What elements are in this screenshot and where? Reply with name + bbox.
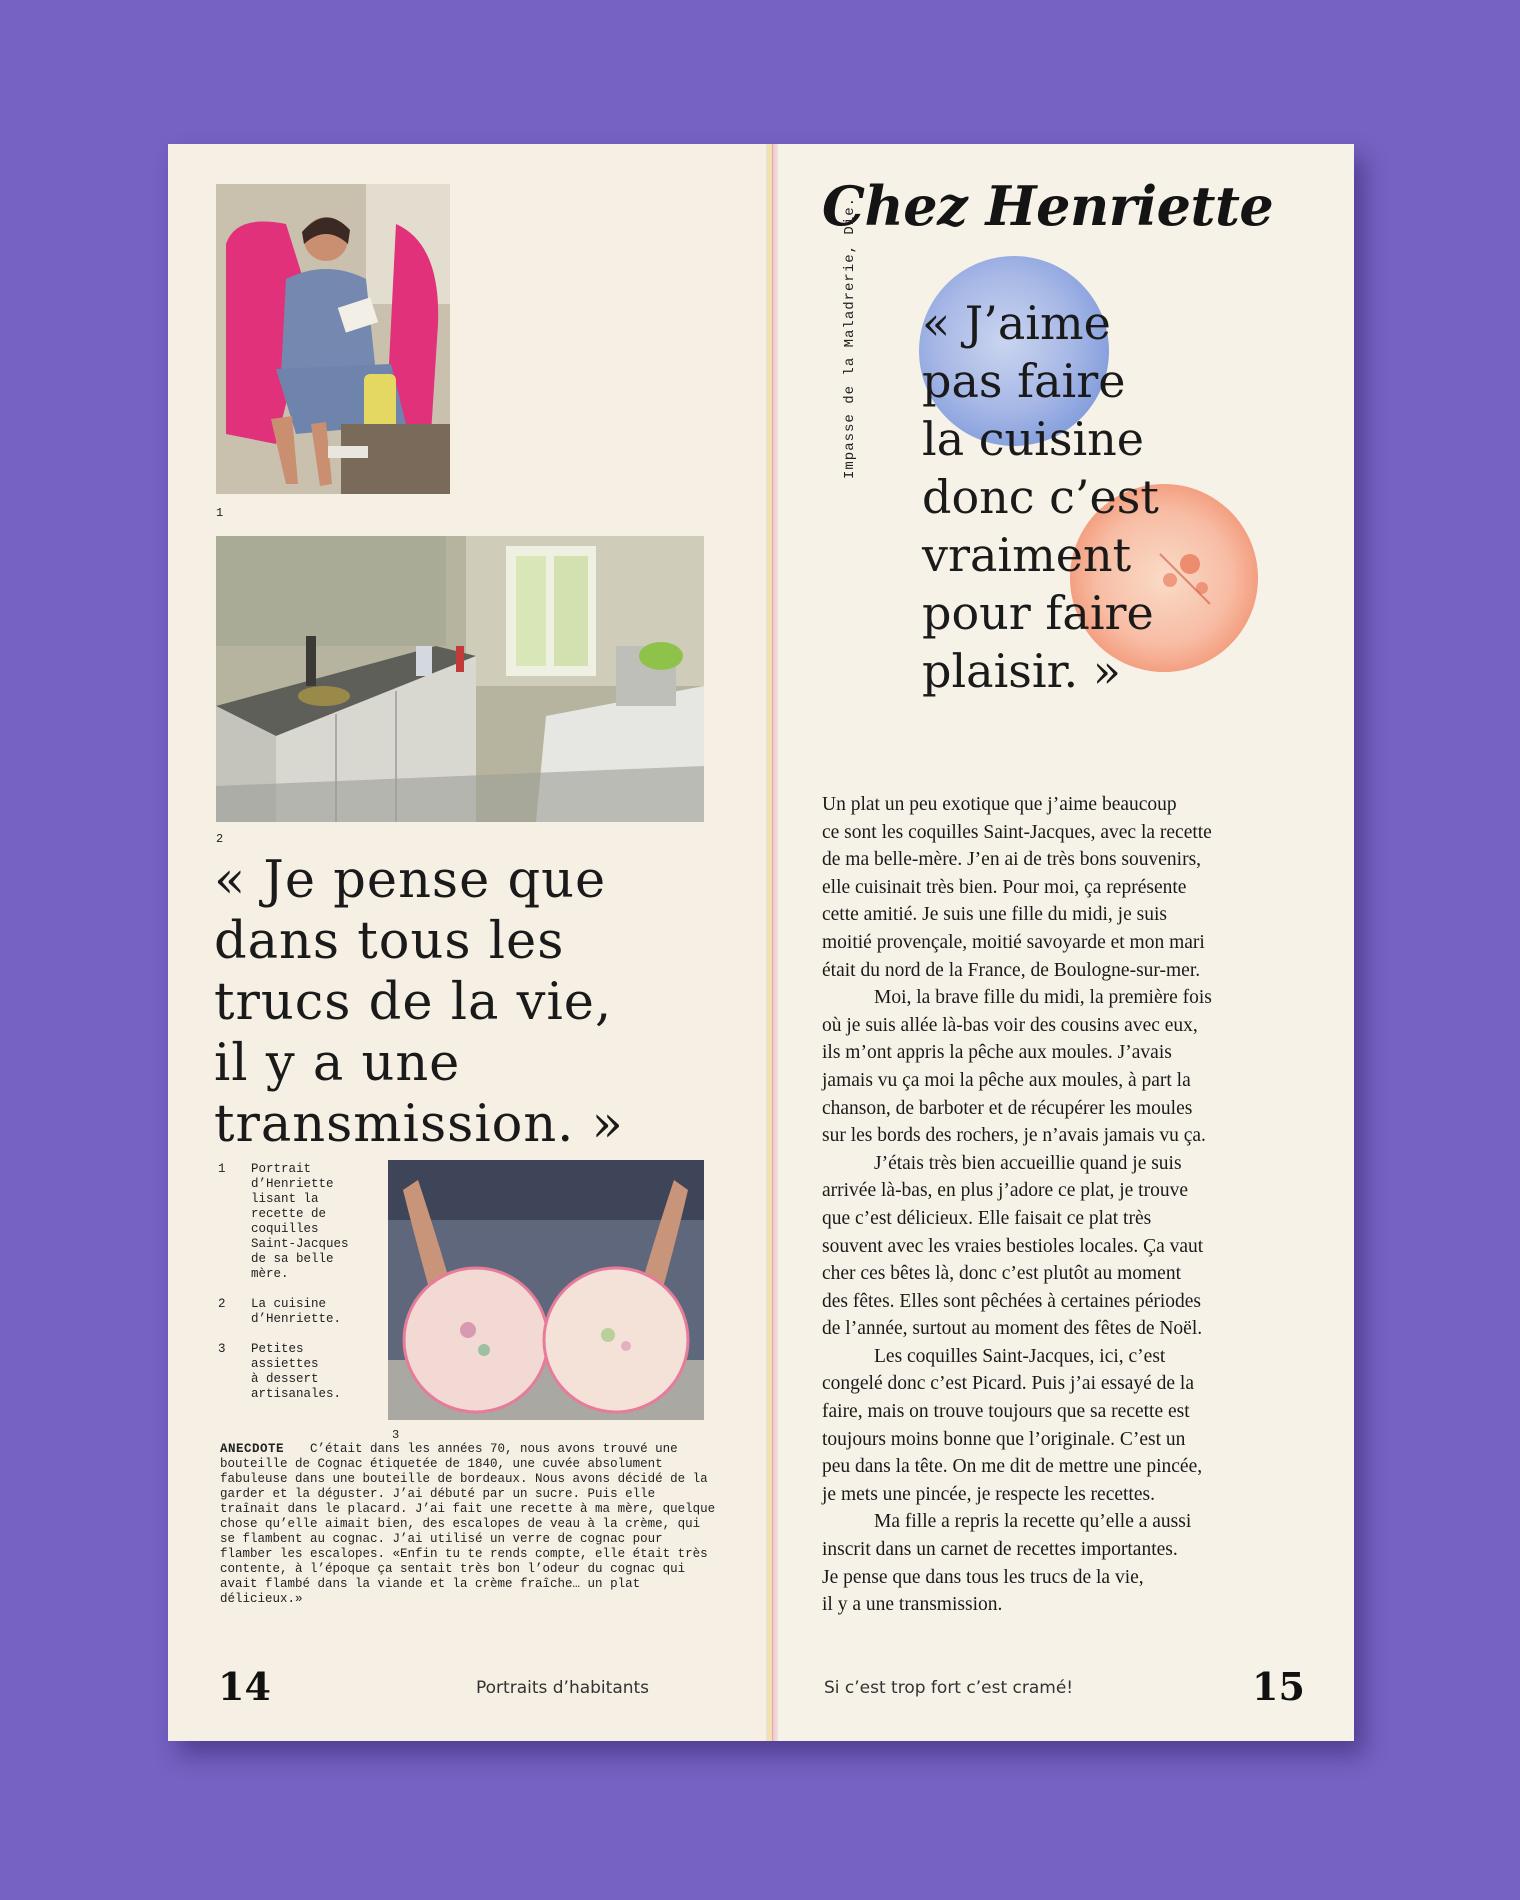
body-paragraph-5: Ma fille a repris la recette qu’elle a aussi inscrit dans un carnet de recettes importantes. Je pense que dans tous les trucs de la vie, il y a une transmission. xyxy=(822,1511,1192,1616)
body-paragraph-2: Moi, la brave fille du midi, la première fois où je suis allée là-bas voir des cousins avec eux, ils m’ont appris la pêche aux moules. J’avais jamais vu ça moi la pêche aux moules, à part la chanson, de barboter et de récupérer les moules sur les bords des rochers, je n’avais jamais vu ça. xyxy=(822,987,1212,1147)
right-page xyxy=(772,144,1354,1741)
caption-text: La cuisine d’Henriette. xyxy=(251,1297,342,1326)
left-page xyxy=(168,144,772,1741)
body-paragraph-4: Les coquilles Saint-Jacques, ici, c’est congelé donc c’est Picard. Puis j’ai essayé de la faire, mais on trouve toujours que sa recette est toujours moins bonne que l’originale. C’est un peu dans la tête. On me dit de mettre une pincée, je mets une pincée, je respecte les recettes. xyxy=(822,1345,1203,1505)
anecdote-label: ANECDOTE xyxy=(220,1442,285,1456)
kitchen-illustration xyxy=(216,536,704,822)
anecdote-text: C’était dans les années 70, nous avons trouvé une bouteille de Cognac étiquetée de 1840, une cuvée absolument fabuleuse dans une bouteille de bordeaux. Nous avons décidé de la garder et la déguster. J’ai débuté par un sucre. Puis elle traînait dans le placard. J’ai fait une recette à ma mère, quelque chose qu’elle aimait bien, des escalopes de veau à la crème, qui se flambent au cognac. J’ai utilisé un verre de cognac pour flamber les escalopes. «Enfin tu te rends compte, elle était très contente, à l’époque ça sentait très bon l’odeur du cognac qui avait flambé dans la viande et la crème fraîche… un plat délicieux.» xyxy=(220,1442,716,1606)
pull-quote-left: « Je pense que dans tous les trucs de la vie, il y a une transmission. » xyxy=(214,851,624,1154)
article-body xyxy=(822,791,1332,1619)
figure-number-2: 2 xyxy=(216,832,224,846)
pull-quote-right: « J’aime pas faire la cuisine donc c’est vraiment pour faire plaisir. » xyxy=(922,296,1159,698)
caption-2 xyxy=(218,1297,378,1327)
photo-dessert-plates xyxy=(388,1160,704,1420)
photo-kitchen xyxy=(216,536,704,822)
figure-number-1: 1 xyxy=(216,506,224,520)
caption-text: Portrait d’Henriette lisant la recette de coquilles Saint-Jacques de sa belle mère. xyxy=(251,1162,349,1281)
page-number-left: 14 xyxy=(218,1664,271,1709)
caption-number: 3 xyxy=(218,1342,226,1356)
caption-3 xyxy=(218,1342,378,1402)
page-number-right: 15 xyxy=(1252,1664,1305,1709)
running-title-left: Portraits d’habitants xyxy=(476,1678,650,1698)
photo-captions xyxy=(218,1162,378,1417)
plates-illustration xyxy=(388,1160,704,1420)
anecdote-block xyxy=(220,1442,720,1607)
photo-henriette-portrait xyxy=(216,184,450,494)
caption-1 xyxy=(218,1162,378,1282)
portrait-illustration xyxy=(216,184,450,494)
caption-number: 1 xyxy=(218,1162,226,1176)
article-title: Chez Henriette xyxy=(822,174,1274,238)
magazine-spread xyxy=(168,144,1354,1741)
caption-number: 2 xyxy=(218,1297,226,1311)
running-title-right: Si c’est trop fort c’est cramé! xyxy=(824,1678,1074,1698)
body-paragraph-3: J’étais très bien accueillie quand je suis arrivée là-bas, en plus j’adore ce plat, je trouve que c’est délicieux. Elle faisait ce plat très souvent avec les vraies bestioles locales. Ça vaut cher ces bêtes là, donc c’est plutôt au moment des fêtes. Elles sont pêchées à certaines périodes de l’année, surtout au moment des fêtes de Noël. xyxy=(822,1152,1204,1340)
figure-number-3: 3 xyxy=(392,1428,400,1442)
fold-line xyxy=(772,144,773,1741)
address-vertical: Impasse de la Maladrerie, Die. xyxy=(842,196,858,479)
caption-text: Petites assiettes à dessert artisanales. xyxy=(251,1342,342,1401)
body-paragraph-1: Un plat un peu exotique que j’aime beaucoup ce sont les coquilles Saint-Jacques, avec la recette de ma belle-mère. J’en ai de très bons souvenirs, elle cuisinait très bien. Pour moi, ça représente cette amitié. Je suis une fille du midi, je suis moitié provençale, moitié savoyarde et mon mari était du nord de la France, de Boulogne-sur-mer. xyxy=(822,794,1212,981)
